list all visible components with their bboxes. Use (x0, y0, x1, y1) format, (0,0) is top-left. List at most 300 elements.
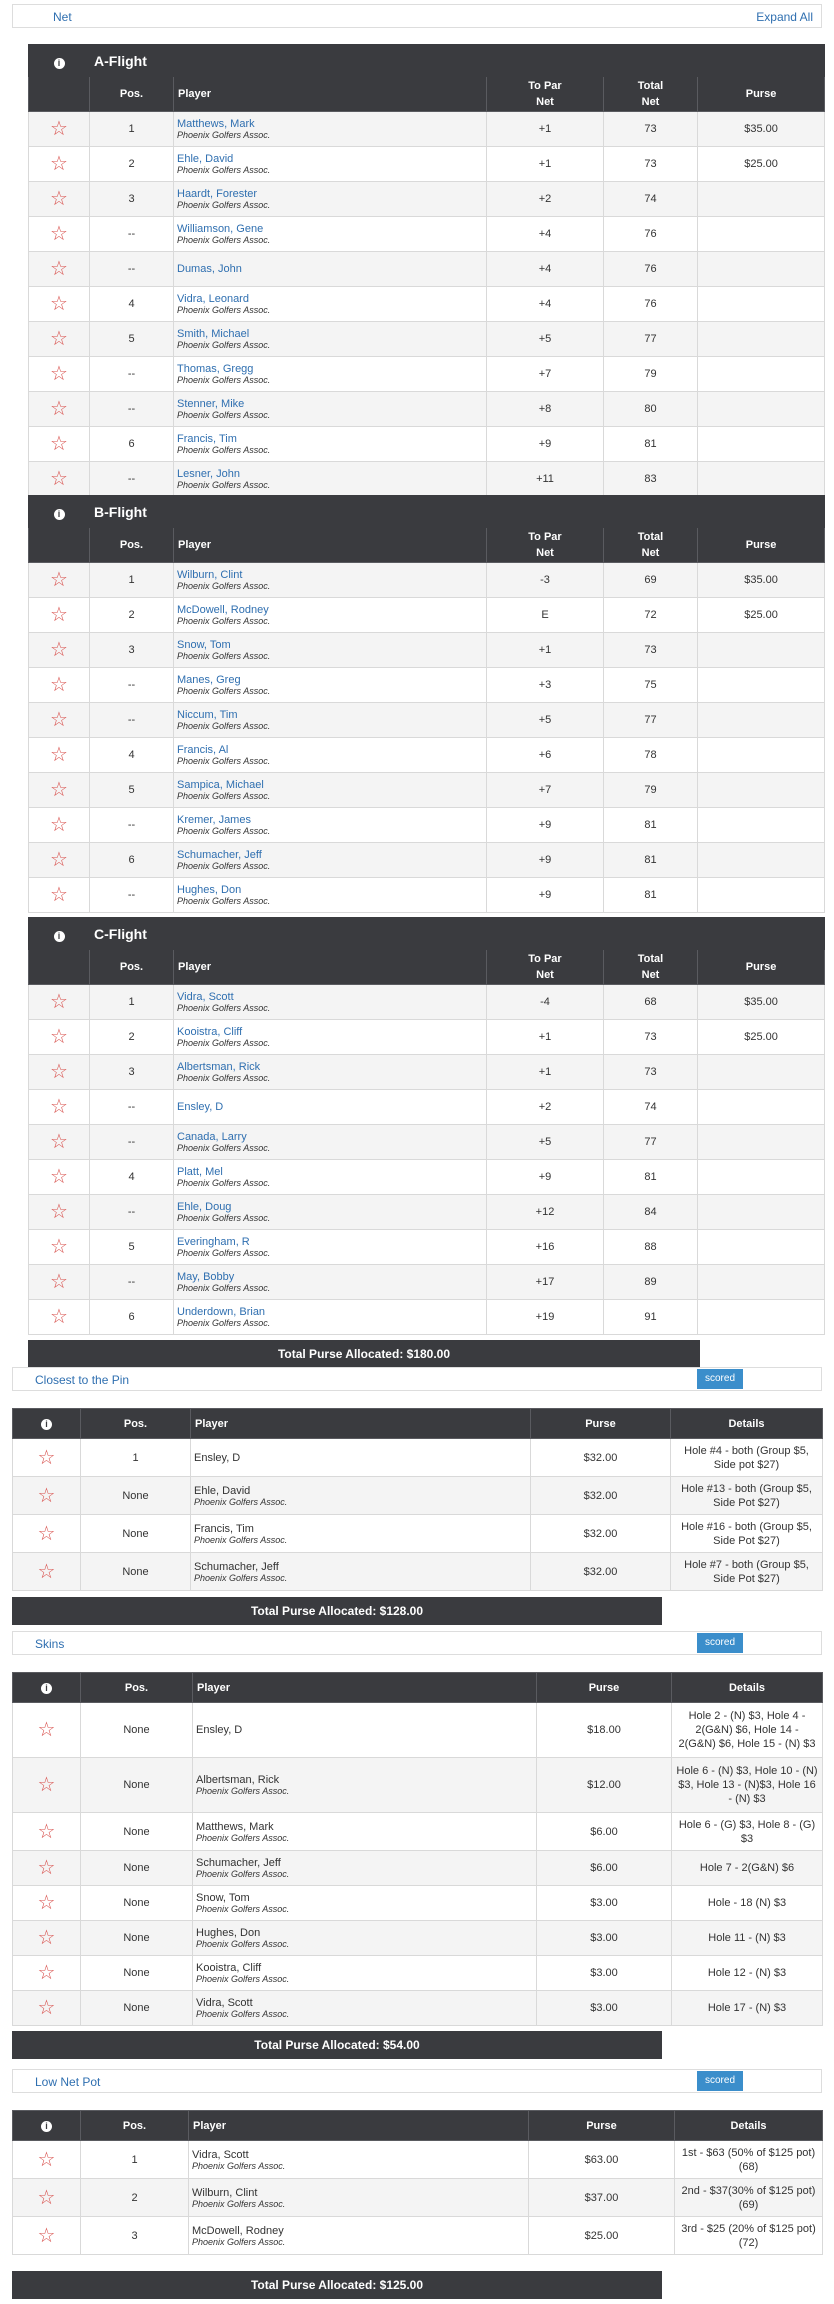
table-row (29, 252, 825, 287)
table-row (13, 2179, 823, 2217)
star-icon[interactable]: ☆ (50, 991, 68, 1013)
details: Hole 6 - (G) $3, Hole 8 - (G) $3 (672, 1813, 823, 1851)
total-net: 77 (604, 1125, 698, 1160)
player-name-link[interactable]: May, Bobby (177, 1271, 235, 1283)
total-net: 80 (604, 392, 698, 427)
net-link[interactable]: Net (53, 10, 72, 24)
col-player: Player (174, 950, 487, 985)
player-name-link[interactable]: Smith, Michael (177, 328, 250, 340)
player-name-link[interactable]: Dumas, John (177, 263, 242, 275)
total-net: 76 (604, 252, 698, 287)
total-net: 75 (604, 668, 698, 703)
col-purse: Purse (698, 528, 825, 563)
star-icon[interactable]: ☆ (50, 398, 68, 420)
total-net: 74 (604, 182, 698, 217)
player-org: Phoenix Golfers Assoc. (177, 480, 271, 490)
player-org: Phoenix Golfers Assoc. (177, 305, 271, 315)
player-org: Phoenix Golfers Assoc. (177, 861, 271, 871)
star-icon[interactable]: ☆ (37, 1962, 56, 1984)
table-row (29, 985, 825, 1020)
flight-title: A-Flight (90, 45, 825, 77)
table-row (29, 808, 825, 843)
col-player: Player (174, 528, 487, 563)
total-net: 72 (604, 598, 698, 633)
details: Hole 6 - (N) $3, Hole 10 - (N) $3, Hole 13 - (N)$3, Hole 16 - (N) $3 (672, 1758, 823, 1813)
to-par-net: +1 (487, 147, 604, 182)
purse: $3.00 (537, 1991, 672, 2026)
pos: 3 (90, 182, 174, 217)
table-row (29, 217, 825, 252)
col-purse: Purse (537, 1673, 672, 1703)
star-icon[interactable]: ☆ (37, 1820, 56, 1843)
to-par-net: +4 (487, 252, 604, 287)
star-icon[interactable]: ☆ (50, 569, 68, 591)
star-icon[interactable]: ☆ (50, 258, 68, 280)
table-row (29, 1125, 825, 1160)
to-par-net: +9 (487, 1160, 604, 1195)
pos: 2 (90, 598, 174, 633)
details: Hole 12 - (N) $3 (672, 1956, 823, 1991)
details: Hole 11 - (N) $3 (672, 1921, 823, 1956)
col-purse: Purse (698, 950, 825, 985)
player-name-link[interactable]: Hughes, Don (177, 884, 242, 896)
purse (698, 843, 825, 878)
pos: 1 (90, 563, 174, 598)
purse: $3.00 (537, 1886, 672, 1921)
table-row (13, 1477, 823, 1515)
details: 1st - $63 (50% of $125 pot) (68) (675, 2141, 823, 2179)
player-name: Ehle, David (194, 1484, 251, 1497)
pos: 5 (90, 773, 174, 808)
table-row (29, 1055, 825, 1090)
player-org: Phoenix Golfers Assoc. (177, 1073, 271, 1083)
total-net: 89 (604, 1265, 698, 1300)
player-name-link[interactable]: Canada, Larry (177, 1131, 247, 1143)
to-par-net: +2 (487, 182, 604, 217)
pos: None (81, 1991, 193, 2026)
star-icon[interactable]: ☆ (37, 1997, 56, 2019)
player-org: Phoenix Golfers Assoc. (177, 1318, 271, 1328)
star-icon[interactable]: ☆ (50, 468, 68, 490)
info-icon[interactable]: i (41, 1419, 52, 1430)
ctp-section-bar (12, 1367, 822, 1391)
player-name-link[interactable]: Snow, Tom (177, 639, 231, 651)
star-icon[interactable]: ☆ (37, 2224, 56, 2247)
total-net: 81 (604, 1160, 698, 1195)
star-icon[interactable]: ☆ (50, 153, 68, 175)
player-name: Matthews, Mark (196, 1820, 274, 1833)
player-name-link[interactable]: Sampica, Michael (177, 779, 264, 791)
skins-title[interactable]: Skins (35, 1637, 65, 1651)
player-org: Phoenix Golfers Assoc. (177, 1038, 271, 1048)
to-par-net: +3 (487, 668, 604, 703)
total-net: 81 (604, 808, 698, 843)
table-row (13, 1439, 823, 1477)
table-row (13, 2141, 823, 2179)
flight-title: B-Flight (90, 496, 825, 528)
star-icon[interactable]: ☆ (50, 849, 68, 871)
player-org: Phoenix Golfers Assoc. (177, 1213, 271, 1223)
to-par-net: +9 (487, 808, 604, 843)
player-name-link[interactable]: Haardt, Forester (177, 188, 258, 200)
star-icon[interactable]: ☆ (50, 884, 68, 906)
table-row (29, 1160, 825, 1195)
player-name-link[interactable]: McDowell, Rodney (177, 604, 269, 616)
star-icon[interactable]: ☆ (50, 1131, 68, 1153)
star-icon[interactable]: ☆ (50, 1166, 68, 1188)
purse (698, 287, 825, 322)
player-org: Phoenix Golfers Assoc. (177, 791, 271, 801)
star-icon[interactable]: ☆ (50, 1061, 68, 1083)
pos: None (81, 1851, 193, 1886)
star-icon[interactable]: ☆ (50, 1236, 68, 1258)
player-org: Phoenix Golfers Assoc. (196, 1786, 290, 1796)
table-row (29, 322, 825, 357)
col-to-par-net: To Par Net (487, 77, 604, 112)
pos: 3 (90, 633, 174, 668)
player-org: Phoenix Golfers Assoc. (177, 651, 271, 661)
player-org: Phoenix Golfers Assoc. (177, 410, 271, 420)
player-name-link[interactable]: Ehle, David (177, 153, 234, 165)
pos: -- (90, 668, 174, 703)
to-par-net: +9 (487, 427, 604, 462)
player-name: Ensley, D (196, 1724, 243, 1736)
col-pos: Pos. (81, 1673, 193, 1703)
pos: -- (90, 1125, 174, 1160)
star-icon[interactable]: ☆ (37, 1719, 56, 1741)
purse (698, 738, 825, 773)
purse (698, 1230, 825, 1265)
player-name-link[interactable]: Everingham, R (177, 1236, 250, 1248)
star-icon[interactable]: ☆ (37, 1892, 56, 1914)
table-row (13, 1991, 823, 2026)
purse: $25.00 (529, 2217, 675, 2255)
skins-table (12, 1672, 823, 2026)
total-net: 78 (604, 738, 698, 773)
player-name: Wilburn, Clint (192, 2186, 258, 2199)
purse (698, 182, 825, 217)
ctp-table (12, 1408, 823, 1591)
star-icon[interactable]: ☆ (37, 2186, 56, 2209)
purse: $63.00 (529, 2141, 675, 2179)
details: Hole #7 - both (Group $5, Side Pot $27) (671, 1553, 823, 1591)
star-icon[interactable]: ☆ (50, 328, 68, 350)
purse: $32.00 (531, 1477, 671, 1515)
pos: -- (90, 217, 174, 252)
player-name-link[interactable]: Thomas, Gregg (177, 363, 254, 375)
table-row (13, 1851, 823, 1886)
total-net: 83 (604, 462, 698, 497)
player-name-link[interactable]: Kooistra, Cliff (177, 1026, 243, 1038)
details: 3rd - $25 (20% of $125 pot) (72) (675, 2217, 823, 2255)
player-name-link[interactable]: Niccum, Tim (177, 709, 238, 721)
col-pos: Pos. (90, 77, 174, 112)
player-org: Phoenix Golfers Assoc. (194, 1572, 288, 1583)
scored-button[interactable]: scored (697, 1369, 743, 1389)
col-purse: Purse (529, 2111, 675, 2141)
player-name-link[interactable]: Ehle, Doug (177, 1201, 232, 1213)
total-net: 76 (604, 287, 698, 322)
col-pos: Pos. (81, 2111, 189, 2141)
table-row (29, 773, 825, 808)
player-org: Phoenix Golfers Assoc. (196, 1904, 290, 1914)
star-icon[interactable]: ☆ (37, 1927, 56, 1949)
pos: None (81, 1758, 193, 1813)
star-icon[interactable]: ☆ (37, 1774, 56, 1796)
table-row (29, 598, 825, 633)
player-org: Phoenix Golfers Assoc. (177, 1143, 271, 1153)
purse (698, 878, 825, 913)
info-icon[interactable]: i (54, 58, 65, 69)
total-net: 73 (604, 1020, 698, 1055)
table-row (13, 1515, 823, 1553)
pos: 6 (90, 427, 174, 462)
star-icon[interactable]: ☆ (50, 1026, 68, 1048)
total-net: 73 (604, 633, 698, 668)
pos: 4 (90, 738, 174, 773)
col-total-net: Total Net (604, 528, 698, 563)
star-icon[interactable]: ☆ (50, 293, 68, 315)
pos: -- (90, 808, 174, 843)
ctp-title[interactable]: Closest to the Pin (35, 1373, 130, 1387)
details: Hole #13 - both (Group $5, Side Pot $27) (671, 1477, 823, 1515)
table-row (29, 878, 825, 913)
purse (698, 808, 825, 843)
table-row (13, 1703, 823, 1758)
info-icon[interactable]: i (41, 1683, 52, 1694)
player-name: Albertsman, Rick (196, 1774, 280, 1786)
flight-table (28, 917, 825, 1335)
table-row (13, 1886, 823, 1921)
info-icon[interactable]: i (54, 931, 65, 942)
player-name-link[interactable]: Vidra, Scott (177, 991, 234, 1003)
player-name-link[interactable]: Francis, Tim (177, 433, 237, 445)
scored-button[interactable]: scored (697, 2071, 743, 2091)
player-org: Phoenix Golfers Assoc. (177, 581, 271, 591)
flights-total: Total Purse Allocated: $180.00 (28, 1340, 700, 1368)
star-icon[interactable]: ☆ (37, 1857, 56, 1879)
details: Hole 17 - (N) $3 (672, 1991, 823, 2026)
star-icon[interactable]: ☆ (50, 1096, 68, 1118)
player-name-link[interactable]: Lesner, John (177, 468, 240, 480)
purse: $6.00 (537, 1851, 672, 1886)
pos: 6 (90, 843, 174, 878)
table-row (13, 2217, 823, 2255)
total-net: 76 (604, 217, 698, 252)
pos: -- (90, 392, 174, 427)
col-pos: Pos. (81, 1409, 191, 1439)
star-icon[interactable]: ☆ (50, 814, 68, 836)
pos: None (81, 1703, 193, 1758)
star-icon[interactable]: ☆ (50, 709, 68, 731)
lownet-section-bar (12, 2069, 822, 2093)
pos: -- (90, 878, 174, 913)
purse: $12.00 (537, 1758, 672, 1813)
purse: $32.00 (531, 1553, 671, 1591)
pos: 1 (90, 112, 174, 147)
to-par-net: +1 (487, 1055, 604, 1090)
player-org: Phoenix Golfers Assoc. (177, 1283, 271, 1293)
total-net: 81 (604, 878, 698, 913)
table-row (29, 738, 825, 773)
player-org: Phoenix Golfers Assoc. (177, 686, 271, 696)
lownet-table (12, 2110, 823, 2255)
star-icon[interactable]: ☆ (50, 1201, 68, 1223)
pos: -- (90, 462, 174, 497)
to-par-net: +1 (487, 633, 604, 668)
purse: $25.00 (698, 1020, 825, 1055)
purse: $35.00 (698, 112, 825, 147)
purse (698, 252, 825, 287)
table-row (13, 1553, 823, 1591)
player-org: Phoenix Golfers Assoc. (177, 756, 271, 766)
table-row (13, 1956, 823, 1991)
player-org: Phoenix Golfers Assoc. (196, 2009, 290, 2019)
player-name-link[interactable]: Wilburn, Clint (177, 569, 243, 581)
purse (698, 1090, 825, 1125)
skins-total: Total Purse Allocated: $54.00 (12, 2031, 662, 2059)
purse (698, 1300, 825, 1335)
to-par-net: +5 (487, 703, 604, 738)
col-purse: Purse (698, 77, 825, 112)
star-icon[interactable]: ☆ (50, 433, 68, 455)
table-row (29, 843, 825, 878)
player-org: Phoenix Golfers Assoc. (192, 2160, 286, 2171)
flight-table (28, 495, 825, 913)
player-name-link[interactable]: Matthews, Mark (177, 118, 255, 130)
total-net: 79 (604, 357, 698, 392)
player-name-link[interactable]: Underdown, Brian (177, 1306, 266, 1318)
player-name-link[interactable]: Stenner, Mike (177, 398, 245, 410)
to-par-net: +16 (487, 1230, 604, 1265)
purse (698, 1160, 825, 1195)
col-details: Details (671, 1409, 823, 1439)
star-icon[interactable]: ☆ (50, 118, 68, 140)
table-row (29, 703, 825, 738)
table-row (29, 633, 825, 668)
star-icon[interactable]: ☆ (37, 1484, 56, 1507)
to-par-net: +4 (487, 217, 604, 252)
pos: None (81, 1477, 191, 1515)
player-name-link[interactable]: Williamson, Gene (177, 223, 264, 235)
scored-button[interactable]: scored (697, 1633, 743, 1653)
to-par-net: +19 (487, 1300, 604, 1335)
pos: 5 (90, 322, 174, 357)
details: Hole #16 - both (Group $5, Side Pot $27) (671, 1515, 823, 1553)
flight-table (28, 44, 825, 497)
star-icon[interactable]: ☆ (37, 2148, 56, 2171)
total-net: 74 (604, 1090, 698, 1125)
lownet-title[interactable]: Low Net Pot (35, 2075, 101, 2089)
table-row (29, 357, 825, 392)
table-row (29, 112, 825, 147)
pos: 1 (81, 2141, 189, 2179)
star-icon[interactable]: ☆ (50, 639, 68, 661)
table-row (29, 427, 825, 462)
pos: 1 (90, 985, 174, 1020)
player-name-link[interactable]: Manes, Greg (177, 674, 241, 686)
purse: $35.00 (698, 563, 825, 598)
star-icon[interactable]: ☆ (50, 1271, 68, 1293)
to-par-net: +5 (487, 322, 604, 357)
purse: $18.00 (537, 1703, 672, 1758)
purse (698, 1125, 825, 1160)
to-par-net: +5 (487, 1125, 604, 1160)
table-row (29, 668, 825, 703)
star-icon[interactable]: ☆ (37, 1522, 56, 1545)
expand-all-link[interactable]: Expand All (756, 10, 813, 24)
table-row (13, 1921, 823, 1956)
col-total-net: Total Net (604, 77, 698, 112)
player-org: Phoenix Golfers Assoc. (177, 445, 271, 455)
player-name-link[interactable]: Albertsman, Rick (177, 1061, 261, 1073)
purse (698, 427, 825, 462)
star-icon[interactable]: ☆ (50, 223, 68, 245)
star-icon[interactable]: ☆ (50, 363, 68, 385)
pos: -- (90, 1090, 174, 1125)
player-name-link[interactable]: Schumacher, Jeff (177, 849, 262, 861)
to-par-net: +9 (487, 878, 604, 913)
table-row (29, 563, 825, 598)
purse (698, 1195, 825, 1230)
total-net: 77 (604, 322, 698, 357)
player-org: Phoenix Golfers Assoc. (192, 2236, 286, 2247)
star-icon[interactable]: ☆ (50, 1306, 68, 1328)
info-icon[interactable]: i (54, 509, 65, 520)
player-name-link[interactable]: Vidra, Leonard (177, 293, 249, 305)
purse: $35.00 (698, 985, 825, 1020)
player-name: Schumacher, Jeff (196, 1857, 281, 1869)
star-icon[interactable]: ☆ (50, 188, 68, 210)
player-name-link[interactable]: Ensley, D (177, 1101, 224, 1113)
star-icon[interactable]: ☆ (50, 744, 68, 766)
total-net: 81 (604, 427, 698, 462)
pos: None (81, 1921, 193, 1956)
purse: $25.00 (698, 147, 825, 182)
player-org: Phoenix Golfers Assoc. (177, 721, 271, 731)
star-icon[interactable]: ☆ (50, 779, 68, 801)
purse: $32.00 (531, 1439, 671, 1477)
table-row (29, 1265, 825, 1300)
star-icon[interactable]: ☆ (50, 604, 68, 626)
col-purse: Purse (531, 1409, 671, 1439)
player-name-link[interactable]: Francis, Al (177, 744, 229, 756)
details: Hole 2 - (N) $3, Hole 4 - 2(G&N) $6, Hole 14 - 2(G&N) $6, Hole 15 - (N) $3 (672, 1703, 823, 1758)
table-row (13, 1813, 823, 1851)
star-icon[interactable]: ☆ (37, 1446, 56, 1469)
to-par-net: +12 (487, 1195, 604, 1230)
player-org: Phoenix Golfers Assoc. (196, 1832, 290, 1843)
player-name: Schumacher, Jeff (194, 1560, 279, 1573)
total-net: 73 (604, 112, 698, 147)
pos: 2 (81, 2179, 189, 2217)
info-icon[interactable]: i (41, 2121, 52, 2132)
to-par-net: +7 (487, 357, 604, 392)
star-icon[interactable]: ☆ (50, 674, 68, 696)
table-row (29, 462, 825, 497)
player-name-link[interactable]: Kremer, James (177, 814, 251, 826)
pos: -- (90, 357, 174, 392)
to-par-net: +17 (487, 1265, 604, 1300)
player-name: McDowell, Rodney (192, 2224, 284, 2237)
purse (698, 633, 825, 668)
star-icon[interactable]: ☆ (37, 1560, 56, 1583)
col-details: Details (675, 2111, 823, 2141)
player-name-link[interactable]: Platt, Mel (177, 1166, 223, 1178)
pos: -- (90, 1265, 174, 1300)
table-row (29, 1020, 825, 1055)
to-par-net: E (487, 598, 604, 633)
